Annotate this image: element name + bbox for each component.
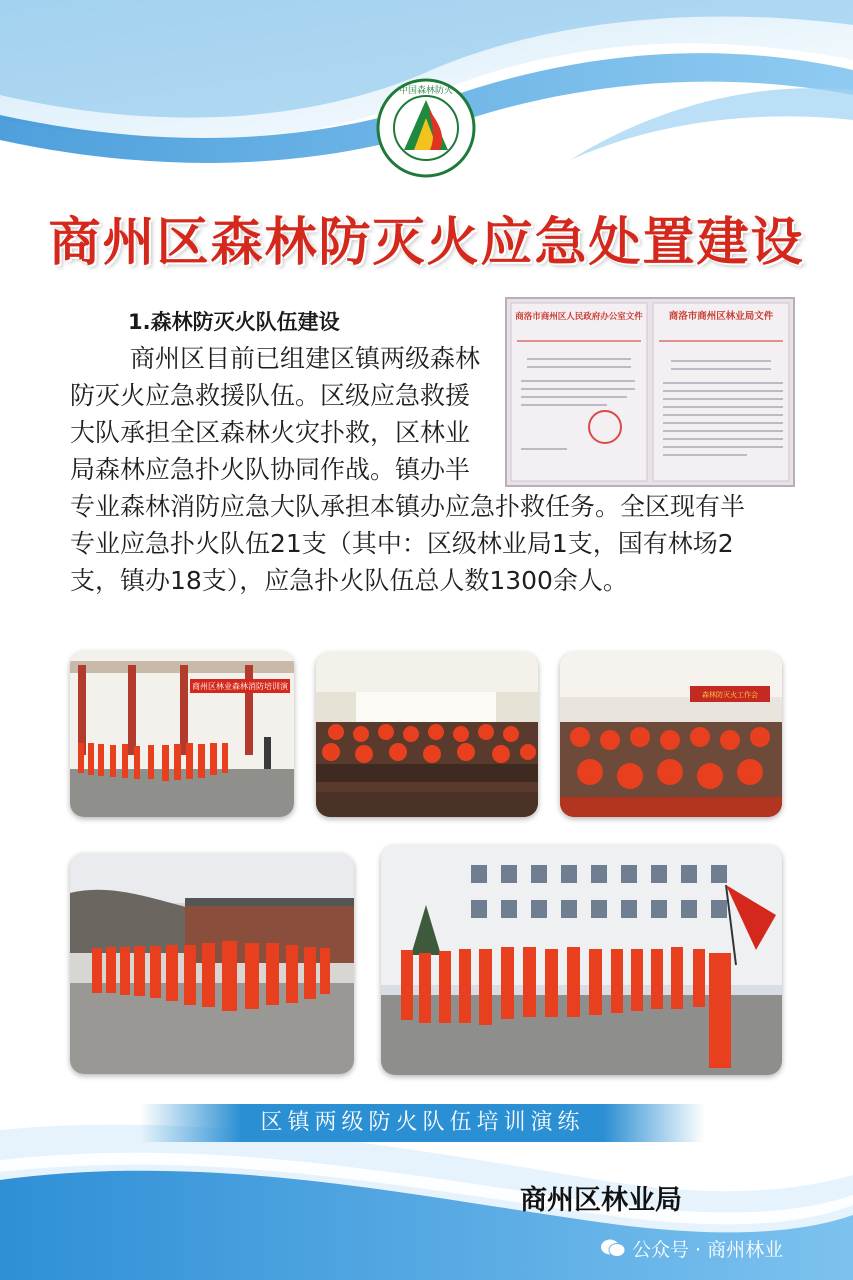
section-heading: 1.森林防灭火队伍建设 <box>128 310 340 334</box>
photo-banner-text: 商州区林业森林消防培训演 <box>192 682 288 691</box>
photo-conference <box>560 652 782 817</box>
photo-caption: 区镇两级防火队伍培训演练 <box>140 1104 705 1142</box>
wechat-watermark <box>600 1234 783 1262</box>
logo-ring-text: 中国森林防火 <box>398 86 454 96</box>
body-line: 支，镇办18支），应急扑火队伍总人数1300余人。 <box>70 566 628 595</box>
forest-fire-logo <box>376 78 476 178</box>
wechat-account-label: 公众号 · 商州林业 <box>632 1238 784 1261</box>
photo-courtyard-lineup <box>381 845 782 1075</box>
organization-name: 商州区林业局 <box>520 1185 682 1216</box>
body-line: 专业森林消防应急大队承担本镇办应急扑救任务。全区现有半 <box>70 492 746 521</box>
poster-title: 商州区森林防灭火应急处置建设 <box>48 212 805 273</box>
wechat-icon <box>600 1238 626 1258</box>
photo-meeting-hall <box>316 652 538 817</box>
body-line: 商州区目前已组建区镇两级森林 <box>130 344 481 373</box>
body-line: 局森林应急扑火队协同作战。镇办半 <box>70 455 471 484</box>
document-left-header: 商洛市商州区人民政府办公室文件 <box>515 312 643 322</box>
photo-outdoor-lineup <box>70 853 354 1074</box>
body-line: 专业应急扑火队伍21支（其中：区级林业局1支，国有林场2 <box>70 529 734 558</box>
document-scan <box>505 297 795 487</box>
photo-training-building <box>70 651 294 817</box>
body-line: 防灭火应急救援队伍。区级应急救援 <box>70 381 471 410</box>
document-right-header: 商洛市商州区林业局文件 <box>668 311 774 322</box>
body-line: 大队承担全区森林火灾扑救，区林业 <box>70 418 471 447</box>
document-pages-image <box>507 299 793 485</box>
photo-banner-text-3: 森林防灭火工作会 <box>702 691 758 699</box>
